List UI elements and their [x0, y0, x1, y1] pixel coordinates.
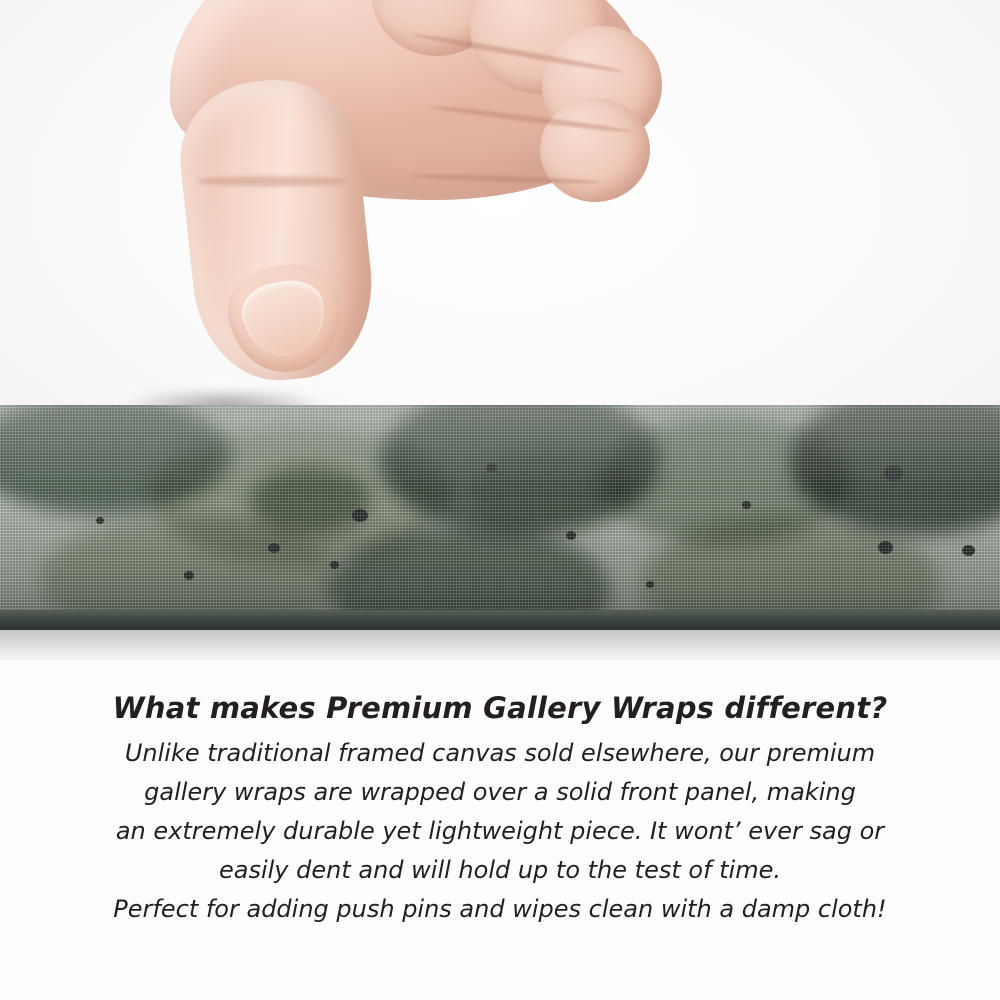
knuckle — [540, 98, 650, 202]
caption-line-5: Perfect for adding push pins and wipes clean with a damp cloth! — [113, 894, 887, 923]
caption-line-4: easily dent and will hold up to the test of time. — [218, 855, 781, 884]
caption-line-1: Unlike traditional framed canvas sold elsewhere, our premium — [124, 739, 876, 768]
fingernail — [221, 257, 350, 381]
caption-heading: What makes Premium Gallery Wraps different? — [112, 691, 888, 725]
caption-line-2: gallery wraps are wrapped over a solid front panel, making — [144, 778, 856, 807]
canvas-bottom-lip — [0, 610, 1000, 630]
caption-line-3: an extremely durable yet lightweight piece. It wont’ ever sag or — [115, 817, 885, 845]
canvas-sheen — [0, 405, 1000, 630]
finger-joint — [197, 176, 347, 186]
hand-pressing-icon — [110, 0, 670, 430]
caption-block — [0, 690, 1000, 929]
canvas-edge-texture — [0, 405, 1000, 630]
canvas-drop-shadow — [0, 630, 1000, 656]
